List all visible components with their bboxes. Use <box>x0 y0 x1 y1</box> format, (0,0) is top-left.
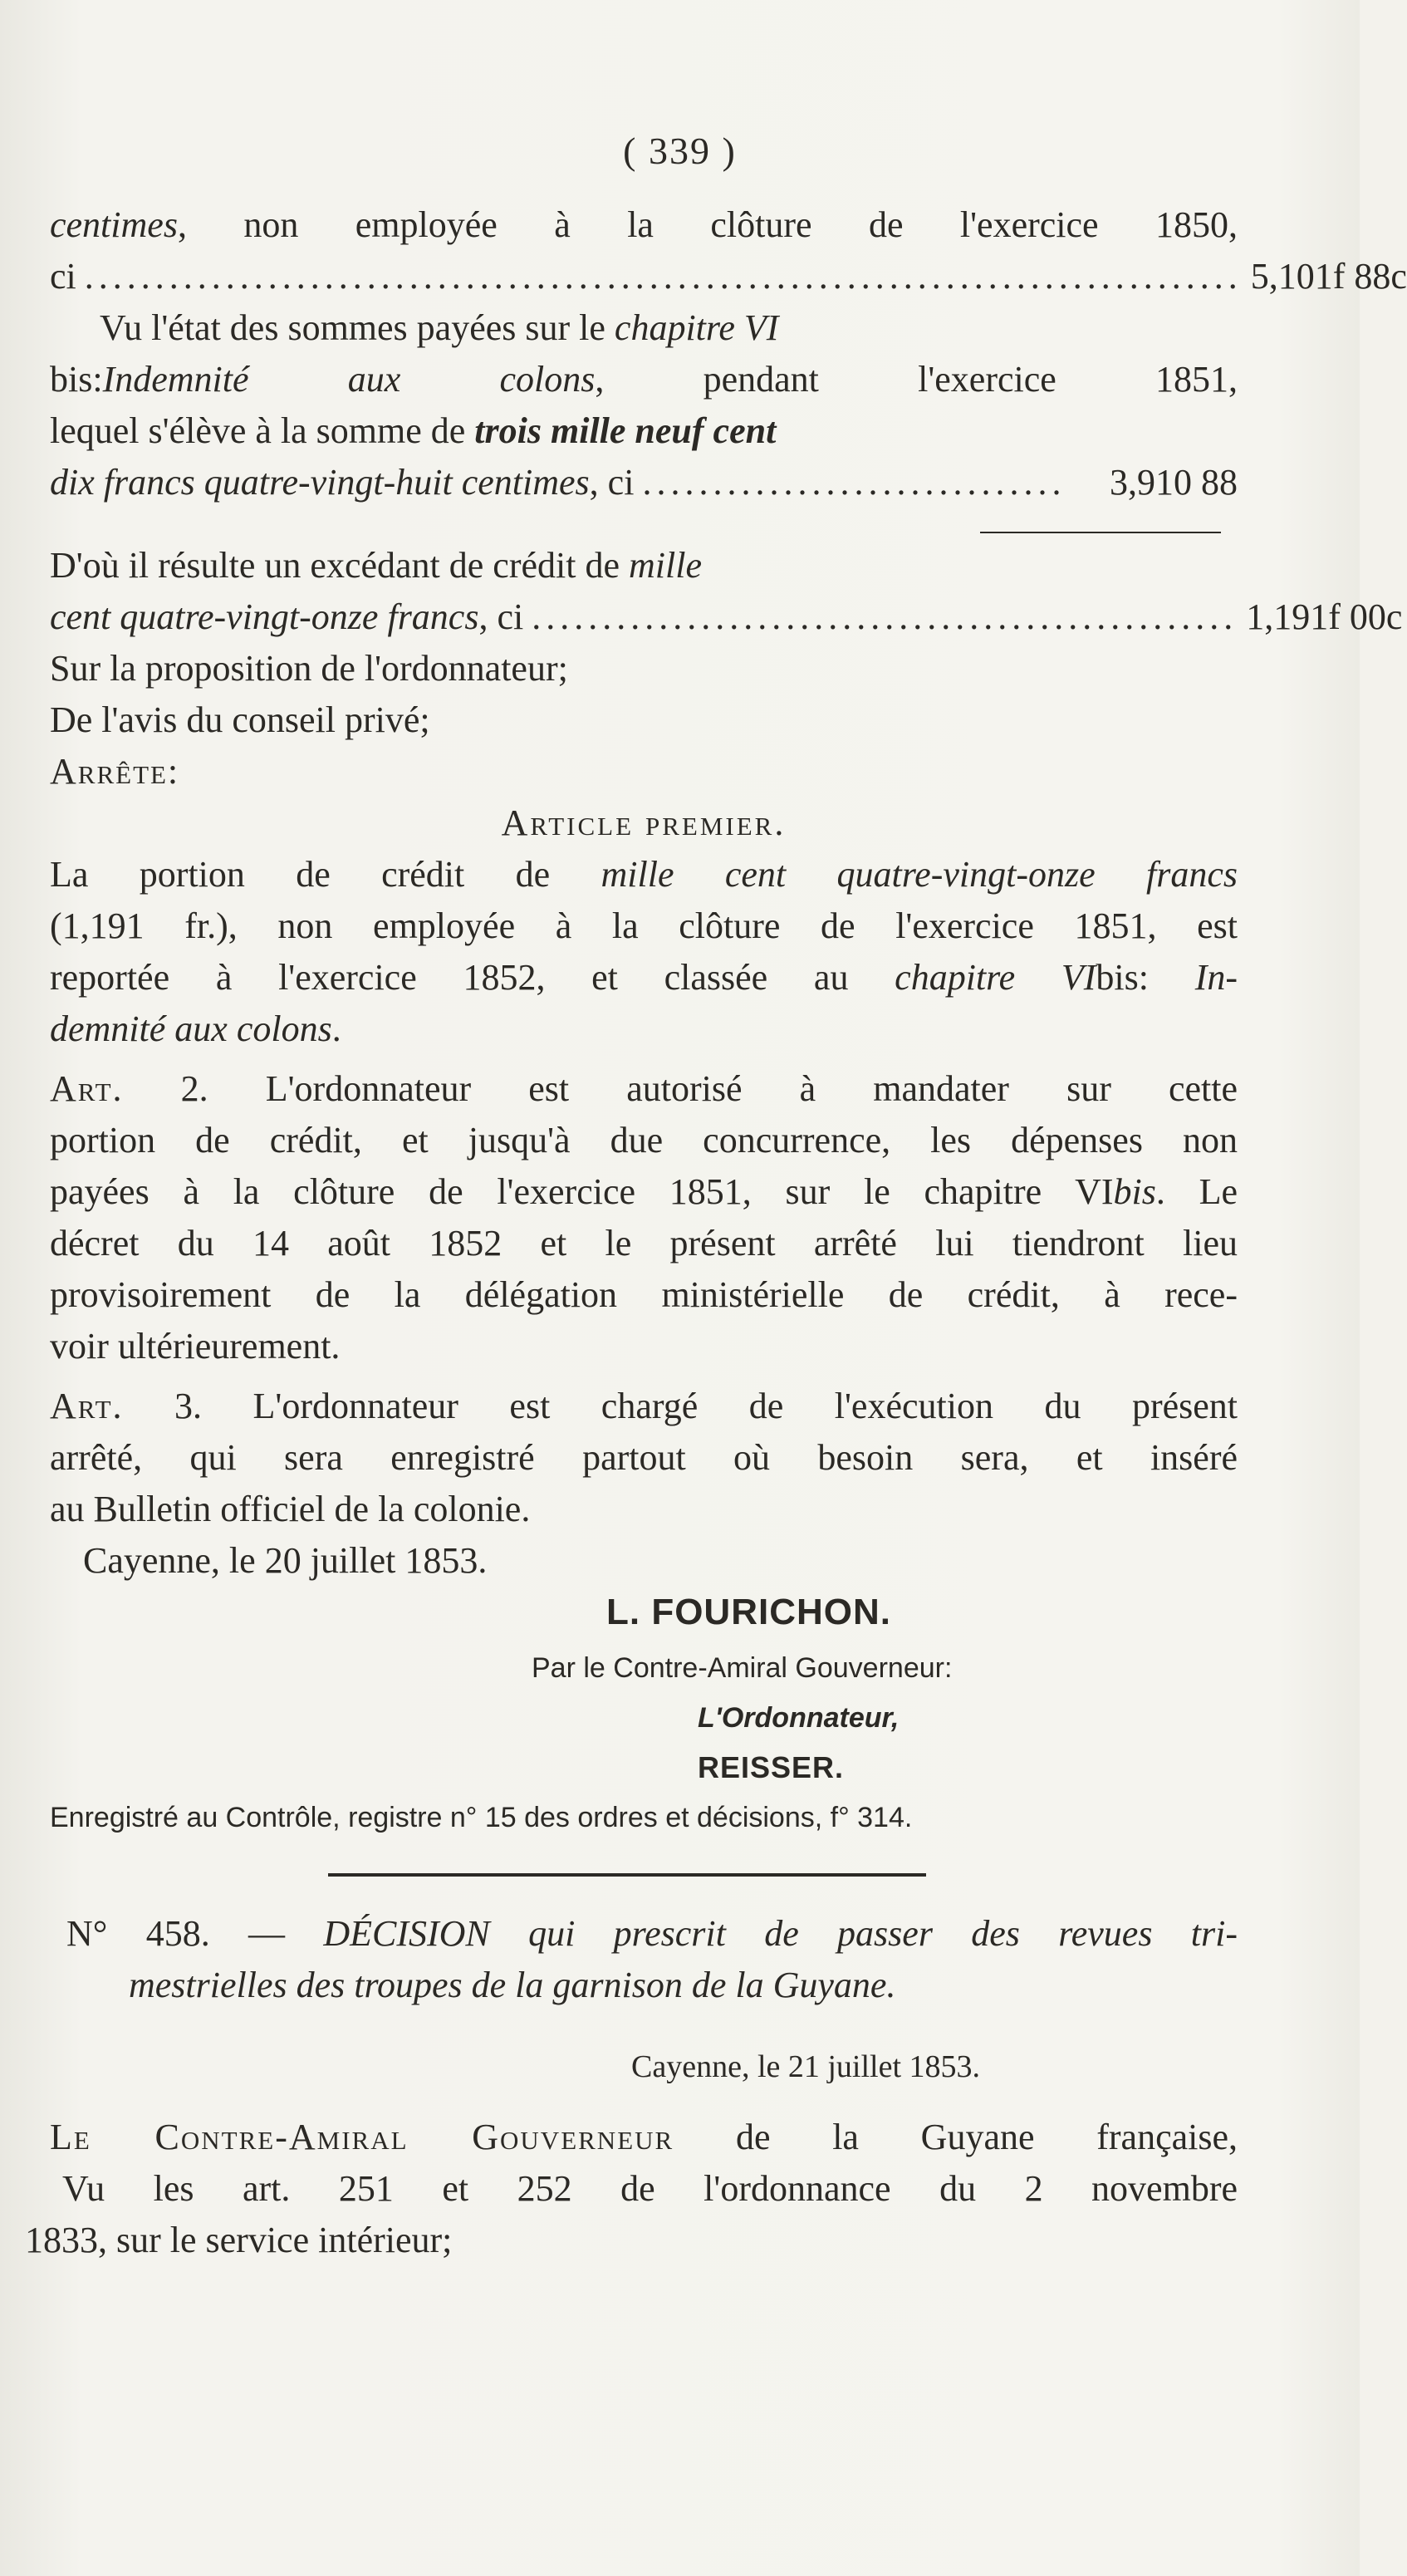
text-line: lequel s'élève à la somme de trois mille neuf cent <box>50 410 777 451</box>
text-line: Art. 3. L'ordonnateur est chargé de l'exécution du présent <box>50 1386 1238 1426</box>
text-line: payées à la clôture de l'exercice 1851, sur le chapitre VIbis. Le <box>50 1171 1238 1212</box>
text-line: De l'avis du conseil privé; <box>50 699 430 740</box>
signature-caption: Par le Contre-Amiral Gouverneur: <box>532 1652 953 1684</box>
text-line: demnité aux colons. <box>50 1008 341 1049</box>
text-line: au Bulletin officiel de la colonie. <box>50 1489 531 1529</box>
text-line: reportée à l'exercice 1852, et classée au chapitre VIbis: In- <box>50 957 1238 998</box>
text-line: arrêté, qui sera enregistré partout où besoin sera, et inséré <box>50 1437 1238 1478</box>
text-line: bis:Indemnité aux colons, pendant l'exercice 1851, <box>50 359 1238 400</box>
text-line: Vu les art. 251 et 252 de l'ordonnance du 2 novembre <box>62 2168 1238 2209</box>
text-line: voir ultérieurement. <box>50 1326 341 1367</box>
signature-fourichon: L. FOURICHON. <box>606 1592 891 1632</box>
sum-rule <box>980 532 1221 533</box>
text-line: Vu l'état des sommes payées sur le chapitre VI <box>100 307 779 348</box>
decision-title: N° 458. — DÉCISION qui prescrit de passer des revues tri- <box>66 1913 1238 1954</box>
dot-leader: .............................. <box>642 462 1066 503</box>
decision-date: Cayenne, le 21 juillet 1853. <box>631 2049 981 2084</box>
text-line: provisoirement de la délégation ministérielle de crédit, à rece- <box>50 1274 1238 1315</box>
text-line: D'où il résulte un excédant de crédit de mille <box>50 545 702 586</box>
arrete-heading: Arrête: <box>50 751 180 792</box>
text-line: Sur la proposition de l'ordonnateur; <box>50 648 568 689</box>
dot-leader: .................................................................................. <box>84 256 1243 297</box>
signature-role: L'Ordonnateur, <box>698 1702 900 1734</box>
article-heading: Article premier. <box>501 802 787 843</box>
registration-note: Enregistré au Contrôle, registre n° 15 des ordres et décisions, f° 314. <box>50 1802 913 1833</box>
amount: 1,191f 00c <box>1246 596 1403 637</box>
signature-reisser: REISSER. <box>698 1750 845 1784</box>
text-line: Le Contre-Amiral Gouverneur de la Guyane française, <box>50 2117 1238 2157</box>
text-line: La portion de crédit de mille cent quatre-vingt-onze francs <box>50 854 1238 895</box>
decision-title-cont: mestrielles des troupes de la garnison de la Guyane. <box>129 1965 896 2005</box>
text-line: centimes, non employée à la clôture de l'exercice 1850, <box>50 204 1238 245</box>
amount-line: ci .................................................................................. 5,101f 88c <box>50 253 1238 300</box>
amount-line: cent quatre-vingt-onze francs, ci .................................................. 1,191f 00c <box>50 594 1238 640</box>
amount-line: dix francs quatre-vingt-huit centimes, ci .............................. 3,910 88 <box>50 459 1238 506</box>
text-line: (1,191 fr.), non employée à la clôture de l'exercice 1851, est <box>50 905 1238 946</box>
amount: 3,910 88 <box>1110 462 1238 503</box>
section-separator <box>328 1873 926 1877</box>
amount: 5,101f 88c <box>1250 256 1407 297</box>
date-line: Cayenne, le 20 juillet 1853. <box>83 1540 488 1581</box>
text-line: portion de crédit, et jusqu'à due concurrence, les dépenses non <box>50 1120 1238 1160</box>
text-line: Art. 2. L'ordonnateur est autorisé à mandater sur cette <box>50 1068 1238 1109</box>
dot-leader: .................................................. <box>532 596 1238 637</box>
page-number: ( 339 ) <box>623 130 737 172</box>
text-line: 1833, sur le service intérieur; <box>25 2220 453 2260</box>
text-line: décret du 14 août 1852 et le présent arrêté lui tiendront lieu <box>50 1223 1238 1263</box>
